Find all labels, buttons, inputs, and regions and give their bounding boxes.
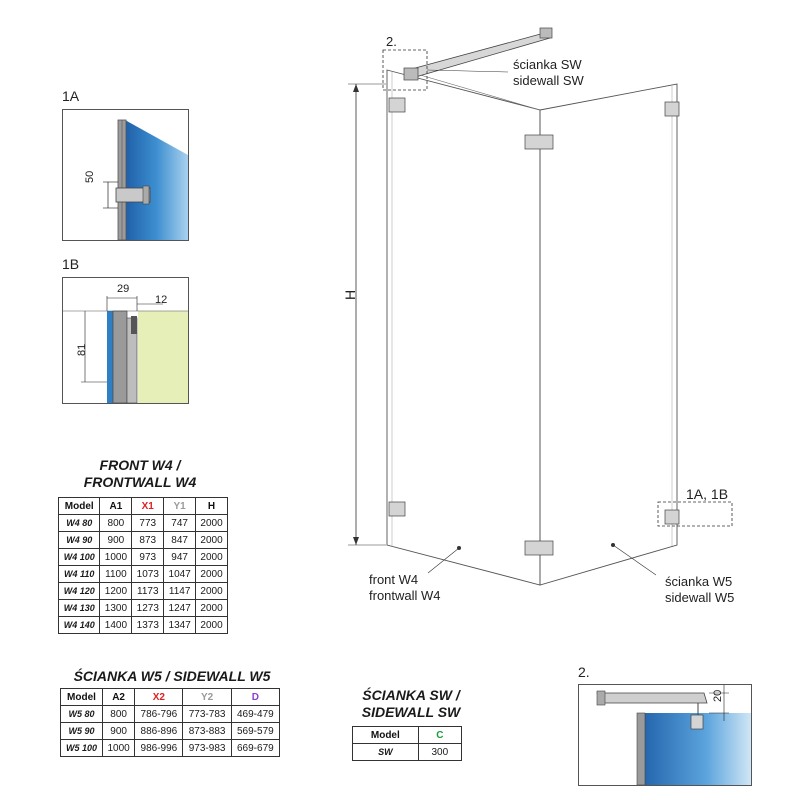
table-header-cell: D — [231, 689, 279, 706]
table-cell: 873 — [132, 532, 164, 549]
table-row — [59, 617, 228, 634]
table-row — [59, 600, 228, 617]
table-row — [59, 583, 228, 600]
table-cell: 2000 — [196, 600, 228, 617]
table-row — [59, 566, 228, 583]
table-cell: 1200 — [100, 583, 132, 600]
table-cell: 900 — [100, 532, 132, 549]
table-cell: 2000 — [196, 583, 228, 600]
table-header-cell: Y2 — [183, 689, 231, 706]
table-cell: 2000 — [196, 617, 228, 634]
table-row — [61, 740, 280, 757]
table-cell: 900 — [102, 723, 134, 740]
table-cell: W4 80 — [59, 515, 100, 532]
table-cell: 947 — [164, 549, 196, 566]
sidewall-w5-label-pl: ścianka W5 — [665, 574, 733, 589]
table-cell: W4 100 — [59, 549, 100, 566]
table-cell: 1347 — [164, 617, 196, 634]
table-w4-title — [50, 457, 230, 491]
table-cell: 1373 — [132, 617, 164, 634]
table-header-cell: Model — [61, 689, 103, 706]
table-cell: 773-783 — [183, 706, 231, 723]
table-sw-title-line2: SIDEWALL SW — [361, 704, 461, 720]
table-cell: 1000 — [100, 549, 132, 566]
table-cell: W5 90 — [61, 723, 103, 740]
table-cell: 886-896 — [135, 723, 183, 740]
table-header-cell: Y1 — [164, 498, 196, 515]
table-header-cell: A1 — [100, 498, 132, 515]
table-cell: 1247 — [164, 600, 196, 617]
table-header-row — [59, 498, 228, 515]
height-label: H — [342, 289, 358, 300]
table-cell: 469-479 — [231, 706, 279, 723]
table-header-cell: Model — [353, 727, 419, 744]
hinge-bottom-left — [389, 502, 405, 516]
dim-20-label: 20 — [712, 689, 724, 702]
table-w4-title-line1: FRONT W4 / — [99, 457, 181, 473]
table-header-row — [61, 689, 280, 706]
dim-12-label: 12 — [155, 294, 168, 306]
table-sw — [352, 726, 462, 761]
table-header-cell: X1 — [132, 498, 164, 515]
table-cell: 1000 — [102, 740, 134, 757]
hinge-top-right — [665, 102, 679, 116]
table-cell: 973-983 — [183, 740, 231, 757]
table-sw-title-line1: ŚCIANKA SW / — [362, 687, 460, 703]
table-row — [59, 532, 228, 549]
table-cell: W5 100 — [61, 740, 103, 757]
table-header-row — [353, 727, 462, 744]
dim-81-label: 81 — [76, 343, 88, 356]
front-panel-w4 — [387, 70, 540, 585]
table-cell: 2000 — [196, 532, 228, 549]
table-cell: SW — [353, 744, 419, 761]
table-cell: 300 — [418, 744, 461, 761]
sidewall-w5-label-en: sidewall W5 — [665, 590, 735, 605]
dim-29-label: 29 — [117, 283, 130, 295]
dim-50-label: 50 — [84, 170, 96, 183]
table-cell: 1047 — [164, 566, 196, 583]
table-sw-title — [346, 687, 476, 721]
front-w4-label-en: frontwall W4 — [369, 588, 441, 603]
table-w5-title: ŚCIANKA W5 / SIDEWALL W5 — [73, 668, 271, 684]
table-cell: 986-996 — [135, 740, 183, 757]
table-cell: 800 — [100, 515, 132, 532]
table-cell: 1400 — [100, 617, 132, 634]
table-cell: 747 — [164, 515, 196, 532]
table-cell: W4 90 — [59, 532, 100, 549]
table-row — [61, 723, 280, 740]
table-cell: 973 — [132, 549, 164, 566]
table-cell: W4 140 — [59, 617, 100, 634]
hinge-bottom-right — [665, 510, 679, 524]
hinge-bottom-center — [525, 541, 553, 555]
table-cell: 1173 — [132, 583, 164, 600]
table-header-cell: C — [418, 727, 461, 744]
hinge-top-center — [525, 135, 553, 149]
table-cell: 569-579 — [231, 723, 279, 740]
detail-2-bottom-label: 2. — [578, 664, 590, 680]
detail-1b-label: 1B — [62, 256, 80, 272]
table-w4 — [58, 497, 228, 634]
detail-2-box — [578, 684, 752, 786]
table-cell: 800 — [102, 706, 134, 723]
detail-2-drawing — [579, 685, 751, 785]
table-cell: W4 120 — [59, 583, 100, 600]
table-header-cell: H — [196, 498, 228, 515]
table-row — [353, 744, 462, 761]
table-cell: 1073 — [132, 566, 164, 583]
table-cell: 2000 — [196, 566, 228, 583]
table-cell: 847 — [164, 532, 196, 549]
table-w4-title-line2: FRONTWALL W4 — [83, 474, 197, 490]
callout-1a-1b-label: 1A, 1B — [686, 486, 729, 502]
table-cell: 2000 — [196, 515, 228, 532]
bar-clamp — [691, 715, 703, 729]
table-row — [59, 515, 228, 532]
sidewall-sw-label-en: sidewall SW — [513, 73, 584, 88]
support-bar — [597, 693, 707, 703]
table-cell: W4 110 — [59, 566, 100, 583]
table-row — [59, 549, 228, 566]
table-cell: 1300 — [100, 600, 132, 617]
detail-2-top-label: 2. — [386, 34, 397, 49]
table-cell: 773 — [132, 515, 164, 532]
front-w4-label-pl: front W4 — [369, 572, 419, 587]
table-cell: 669-679 — [231, 740, 279, 757]
table-cell: 1100 — [100, 566, 132, 583]
table-header-cell: X2 — [135, 689, 183, 706]
table-row — [61, 706, 280, 723]
table-cell: W4 130 — [59, 600, 100, 617]
hinge-top-left — [389, 98, 405, 112]
table-cell: 786-796 — [135, 706, 183, 723]
detail-1a-label: 1A — [62, 88, 80, 104]
table-cell: 1147 — [164, 583, 196, 600]
table-cell: 2000 — [196, 549, 228, 566]
side-panel-w5 — [540, 84, 677, 585]
sidewall-sw-label-pl: ścianka SW — [513, 57, 582, 72]
table-header-cell: A2 — [102, 689, 134, 706]
table-cell: 873-883 — [183, 723, 231, 740]
table-cell: W5 80 — [61, 706, 103, 723]
table-w5 — [60, 688, 280, 757]
table-header-cell: Model — [59, 498, 100, 515]
table-cell: 1273 — [132, 600, 164, 617]
